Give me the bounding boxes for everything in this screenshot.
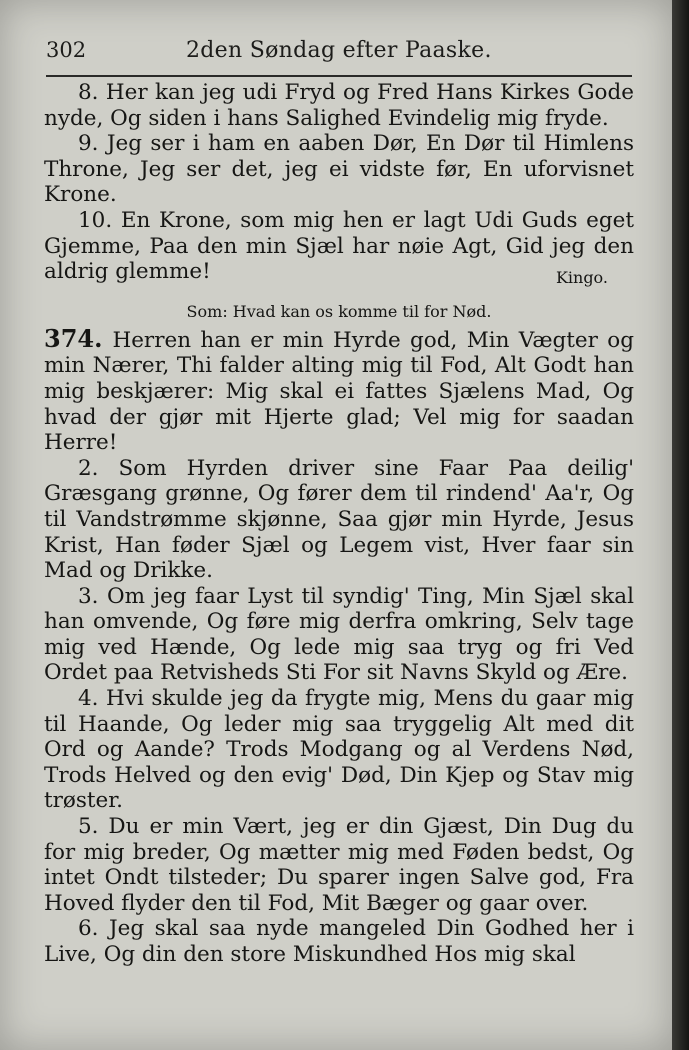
hymn-verse-2: 2. Som Hyrden driver sine Faar Paa deilig' Græsgang grønne, Og fører dem til rindend' Aa'r, Og til Vandstrømme skjønne, Saa gjør min Hyrde, Jesus Krist, Han føder Sjæl og Legem vist, Hver faar sin Mad og Drikke. [44, 455, 634, 584]
page-body [44, 80, 634, 968]
hymn-verse-4: 4. Hvi skulde jeg da frygte mig, Mens du gaar mig til Haande, Og leder mig saa tryggelig Alt med dit Ord og Aande? Trods Modgang og al Verdens Nød, Trods Helved og den evig' Død, Din Kjep og Stav mig trøster. [44, 686, 634, 814]
page-number: 302 [46, 38, 87, 62]
hymn-374-verse-1 [44, 323, 634, 456]
page-edge-shadow [672, 0, 689, 1050]
verse-8: 8. Her kan jeg udi Fryd og Fred Hans Kirkes Gode nyde, Og siden i hans Salighed Evindelig mig fryde. [44, 80, 634, 131]
hymn-number: 374. [44, 323, 103, 353]
verse-10: 10. En Krone, som mig hen er lagt Udi Guds eget Gjemme, Paa den min Sjæl har nøie Agt, Gid jeg den aldrig glemme! [44, 207, 634, 285]
first-verse-text: Herren han er min Hyrde god, Min Vægter og min Nærer, Thi falder alting mig til Fod, Alt Godt han mig beskjærer: Mig skal ei fattes Sjælens Mad, Og hvad der gjør mit Hjerte glad; Vel mig for saadan Herre! [44, 327, 634, 456]
hymn-author: Kingo. [555, 267, 608, 287]
verse-9: 9. Jeg ser i ham en aaben Dør, En Dør til Himlens Throne, Jeg ser det, jeg ei vidste før, En uforvisnet Krone. [44, 131, 634, 208]
hymn-verse-3: 3. Om jeg faar Lyst til syndig' Ting, Min Sjæl skal han omvende, Og føre mig derfra omkring, Selv tage mig ved Hænde, Og lede mig saa tryg og fri Ved Ordet paa Retvisheds Sti For sit Navns Skyld og Ære. [44, 583, 634, 686]
melody-line: Som: Hvad kan os komme til for Nød. [186, 301, 492, 321]
hymn-verse-5: 5. Du er min Vært, jeg er din Gjæst, Din Dug du for mig breder, Og mætter mig med Føden bedst, Og intet Ondt tilsteder; Du sparer ingen Salve god, Fra Hoved flyder den til Fod, Mit Bæger og gaar over. [44, 814, 634, 916]
hymn-verse-6: 6. Jeg skal saa nyde mangeled Din Godhed her i Live, Og din den store Miskundhed Hos mig skal [44, 916, 634, 967]
page-header [46, 36, 632, 66]
header-rule [46, 75, 632, 77]
running-title: 2den Søndag efter Paaske. [186, 38, 492, 63]
